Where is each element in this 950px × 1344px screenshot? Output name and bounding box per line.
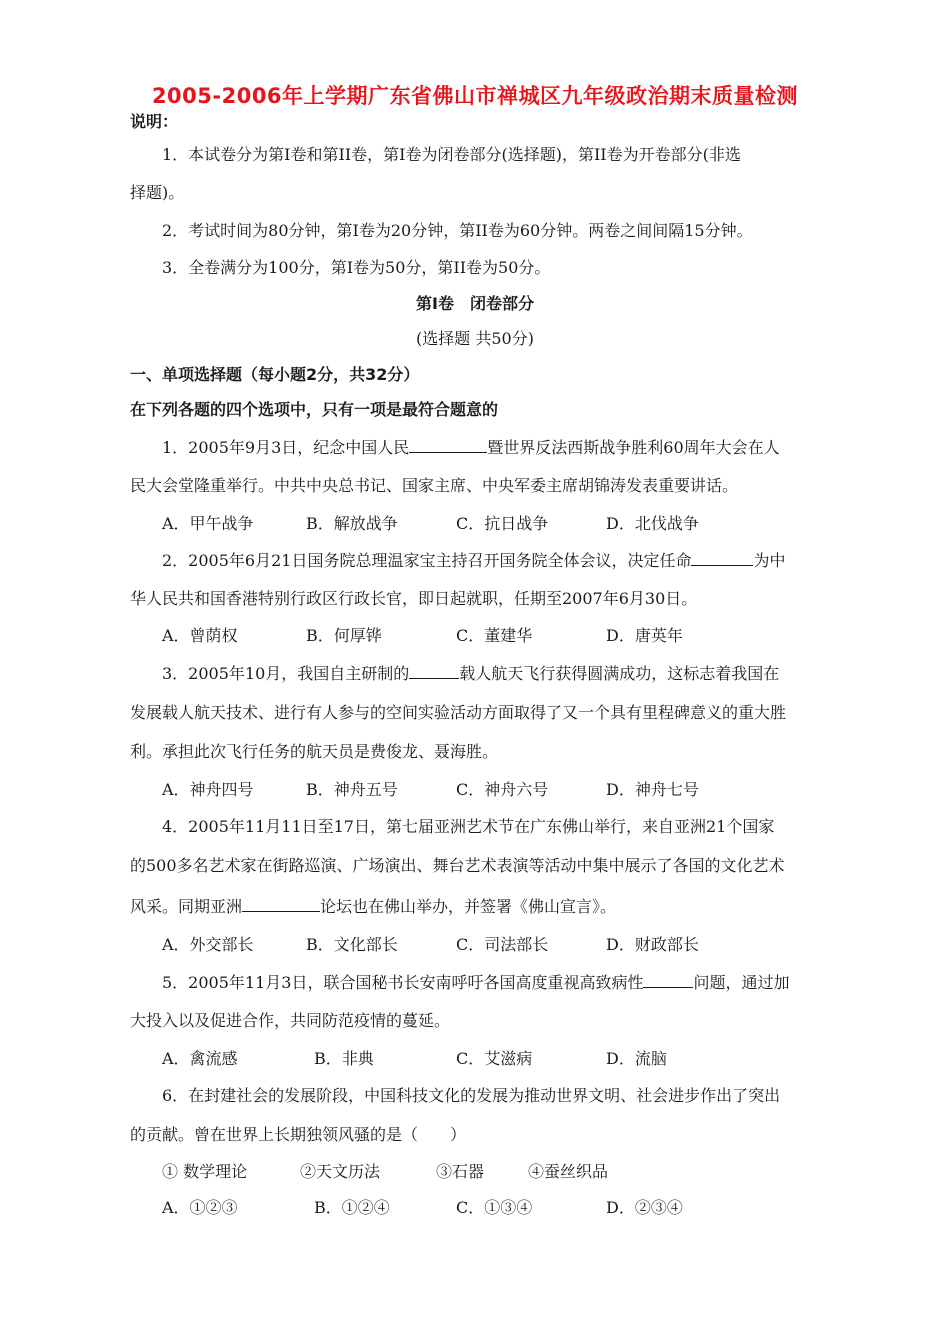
question-3-option-d: D．神舟七号 bbox=[606, 780, 699, 799]
question-1-line-2: 民大会堂隆重举行。中共中央总书记、国家主席、中央军委主席胡锦涛发表重要讲话。 bbox=[130, 476, 739, 495]
question-4-line-3 bbox=[130, 896, 820, 917]
section-subheading: (选择题 共50分) bbox=[416, 329, 534, 348]
question-5-option-a: A．禽流感 bbox=[162, 1049, 238, 1068]
question-4-line-2: 的500多名艺术家在街路巡演、广场演出、舞台艺术表演等活动中集中展示了各国的文化艺术 bbox=[130, 856, 785, 875]
question-5-option-d: D．流脑 bbox=[606, 1049, 667, 1068]
question-1-option-d: D．北伐战争 bbox=[606, 514, 699, 533]
question-4-option-a: A．外交部长 bbox=[162, 935, 254, 954]
question-6-option-a: A．①②③ bbox=[162, 1198, 238, 1217]
answer-blank bbox=[242, 896, 320, 912]
question-3-text-b: 载人航天飞行获得圆满成功，这标志着我国在 bbox=[459, 664, 780, 683]
question-2-option-b: B．何厚铧 bbox=[306, 626, 382, 645]
note-2: 2．考试时间为80分钟，第I卷为20分钟，第II卷为60分钟。两卷之间间隔15分钟。 bbox=[162, 221, 753, 240]
notes-heading: 说明： bbox=[130, 112, 179, 131]
question-1-text-b: 暨世界反法西斯战争胜利60周年大会在人 bbox=[487, 438, 780, 457]
question-6-option-b: B．①②④ bbox=[314, 1198, 390, 1217]
question-6-item-2: ②天文历法 bbox=[300, 1162, 381, 1181]
question-2-line-1 bbox=[162, 550, 852, 571]
question-4-text-b: 论坛也在佛山举办，并签署《佛山宣言》。 bbox=[320, 897, 617, 916]
question-5-line-1 bbox=[162, 972, 852, 993]
part-title: 一、单项选择题（每小题2分，共32分） bbox=[130, 365, 420, 384]
question-3-line-3: 利。承担此次飞行任务的航天员是费俊龙、聂海胜。 bbox=[130, 742, 499, 761]
question-4-text-a: 风采。同期亚洲 bbox=[130, 897, 243, 916]
note-1-line-2: 择题)。 bbox=[130, 183, 185, 202]
question-5-text-b: 问题，通过加 bbox=[693, 973, 790, 992]
question-5-option-b: B．非典 bbox=[314, 1049, 374, 1068]
question-5-option-c: C．艾滋病 bbox=[456, 1049, 533, 1068]
question-1-option-a: A．甲午战争 bbox=[162, 514, 254, 533]
question-2-text-b: 为中 bbox=[753, 551, 786, 570]
question-6-option-c: C．①③④ bbox=[456, 1198, 533, 1217]
question-1-option-c: C．抗日战争 bbox=[456, 514, 549, 533]
part-instruction: 在下列各题的四个选项中，只有一项是最符合题意的 bbox=[130, 400, 499, 419]
question-2-line-2: 华人民共和国香港特别行政区行政长官，即日起就职，任期至2007年6月30日。 bbox=[130, 589, 698, 608]
question-6-item-1: ① 数学理论 bbox=[162, 1162, 248, 1181]
note-1-line-1: 1．本试卷分为第I卷和第II卷，第I卷为闭卷部分(选择题)，第II卷为开卷部分(非选 bbox=[162, 145, 741, 164]
answer-blank bbox=[409, 437, 487, 453]
question-2-option-a: A．曾荫权 bbox=[162, 626, 238, 645]
question-3-line-2: 发展载人航天技术、进行有人参与的空间实验活动方面取得了又一个具有里程碑意义的重大胜 bbox=[130, 703, 787, 722]
question-4-option-c: C．司法部长 bbox=[456, 935, 549, 954]
question-3-line-1 bbox=[162, 663, 852, 684]
question-5-text-a: 5．2005年11月3日，联合国秘书长安南呼吁各国高度重视高致病性 bbox=[162, 973, 644, 992]
question-1-option-b: B．解放战争 bbox=[306, 514, 398, 533]
question-4-option-b: B．文化部长 bbox=[306, 935, 398, 954]
question-3-text-a: 3．2005年10月，我国自主研制的 bbox=[162, 664, 410, 683]
question-2-option-d: D．唐英年 bbox=[606, 626, 683, 645]
answer-blank bbox=[691, 550, 753, 566]
question-6-line-2: 的贡献。曾在世界上长期独领风骚的是（ ） bbox=[130, 1125, 467, 1144]
question-6-line-1: 6．在封建社会的发展阶段，中国科技文化的发展为推动世界文明、社会进步作出了突出 bbox=[162, 1086, 781, 1105]
question-6-item-4: ④蚕丝织品 bbox=[528, 1162, 609, 1181]
question-4-option-d: D．财政部长 bbox=[606, 935, 699, 954]
question-5-line-2: 大投入以及促进合作，共同防范疫情的蔓延。 bbox=[130, 1011, 451, 1030]
question-1-text-a: 1．2005年9月3日，纪念中国人民 bbox=[162, 438, 410, 457]
question-2-text-a: 2．2005年6月21日国务院总理温家宝主持召开国务院全体会议，决定任命 bbox=[162, 551, 692, 570]
question-3-option-c: C．神舟六号 bbox=[456, 780, 549, 799]
note-3: 3．全卷满分为100分，第I卷为50分，第II卷为50分。 bbox=[162, 258, 551, 277]
answer-blank bbox=[409, 663, 459, 679]
answer-blank bbox=[643, 972, 693, 988]
question-6-item-3: ③石器 bbox=[436, 1162, 485, 1181]
question-6-option-d: D．②③④ bbox=[606, 1198, 683, 1217]
question-3-option-a: A．神舟四号 bbox=[162, 780, 254, 799]
question-3-option-b: B．神舟五号 bbox=[306, 780, 398, 799]
document-title: 2005-2006年上学期广东省佛山市禅城区九年级政治期末质量检测 bbox=[151, 84, 799, 108]
question-1-line-1 bbox=[162, 437, 852, 458]
question-4-line-1: 4．2005年11月11日至17日，第七届亚洲艺术节在广东佛山举行，来自亚洲21个国家 bbox=[162, 817, 775, 836]
question-2-option-c: C．董建华 bbox=[456, 626, 533, 645]
section-heading: 第I卷 闭卷部分 bbox=[416, 294, 534, 313]
